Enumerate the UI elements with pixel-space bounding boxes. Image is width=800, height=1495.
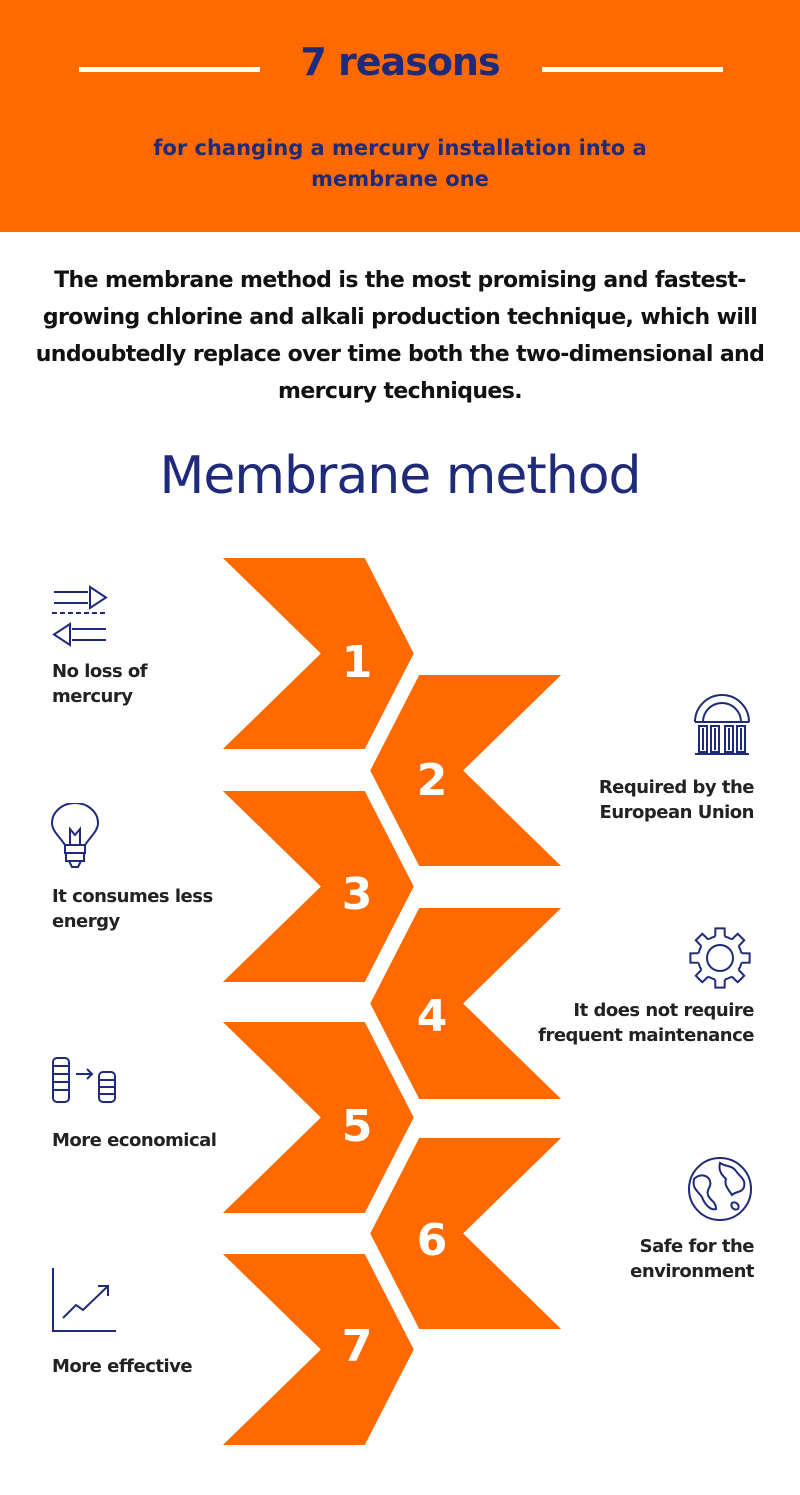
reason-7-label	[52, 1354, 282, 1379]
reason-1-number: 1	[341, 637, 373, 688]
reason-4-label	[500, 998, 754, 1048]
reason-3-label-line1: It consumes less	[52, 886, 213, 907]
chevron-7	[218, 1252, 416, 1447]
section-title: Membrane method	[159, 446, 641, 506]
reason-2-number: 2	[416, 755, 448, 806]
reason-3-label	[52, 884, 282, 934]
reason-3-label-line2: energy	[52, 911, 120, 932]
chevron-2	[368, 673, 566, 868]
header-subtitle: for changing a mercury installation into a membrane one	[153, 136, 647, 191]
growth-chart-icon	[50, 1266, 118, 1334]
transfer-arrows-icon	[48, 583, 112, 647]
reason-6-number: 6	[416, 1215, 448, 1266]
globe-icon	[686, 1155, 754, 1223]
reason-1-label	[52, 659, 282, 709]
header-title: 7 reasons	[300, 40, 500, 84]
gear-icon	[686, 924, 754, 992]
reason-6-label-line2: environment	[630, 1261, 754, 1282]
chevron-1	[218, 556, 416, 751]
lightbulb-icon	[50, 803, 100, 869]
columns-building-icon	[693, 692, 751, 758]
reason-2-label-line1: Required by the	[598, 777, 754, 798]
reason-5-label-line1: More economical	[52, 1130, 217, 1151]
reason-5-label	[52, 1128, 282, 1153]
reason-7-number: 7	[341, 1321, 373, 1372]
intro-paragraph: The membrane method is the most promising and fastest-growing chlorine and alkali production technique, which will undoubtedly replace over time both the two-dimensional and mercury techniques.	[35, 268, 765, 404]
reason-4-label-line1: It does not require	[573, 1000, 754, 1021]
coins-transfer-icon	[50, 1055, 120, 1105]
reason-5-number: 5	[341, 1101, 373, 1152]
reason-1-label-line1: No loss of	[52, 661, 148, 682]
reason-2-label-line2: European Union	[599, 802, 754, 823]
reason-7-label-line1: More effective	[52, 1356, 193, 1377]
reason-4-number: 4	[416, 991, 448, 1042]
reason-6-label	[500, 1234, 754, 1284]
reason-6-label-line1: Safe for the	[639, 1236, 754, 1257]
chevron-5	[218, 1020, 416, 1215]
reason-2-label	[500, 775, 754, 825]
reason-1-label-line2: mercury	[52, 686, 133, 707]
reason-3-number: 3	[341, 869, 373, 920]
reason-4-label-line2: frequent maintenance	[538, 1025, 754, 1046]
